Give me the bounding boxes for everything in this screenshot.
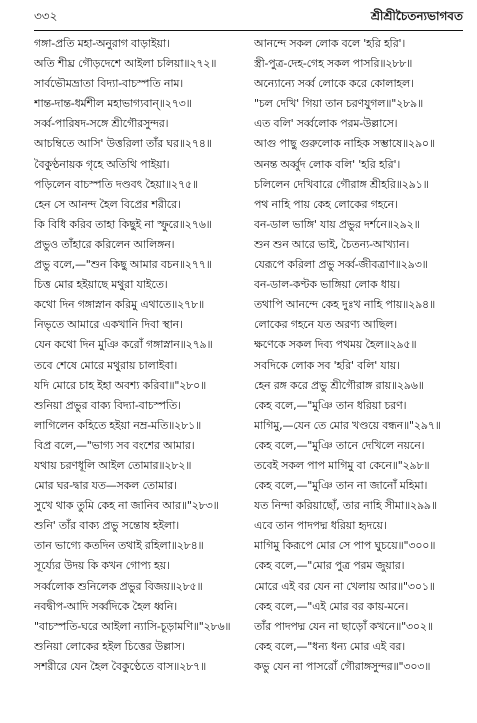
verse-line: যত নিন্দা করিয়াছোঁ, তার নাহি সীমা॥২৯৯॥ [254,499,437,513]
verse-line: বিপ্র বলে,—"ভাগ্য সব বংশের আমার। [34,438,195,452]
verse-line: অতি শীঘ্র গৌড়দেশে আইলা চলিয়া॥২৭২॥ [34,57,217,71]
verse-line: যেন কথো দিন মুঞি করোঁ গঙ্গাস্নান॥২৭৯॥ [34,338,213,352]
book-title: শ্রীশ্রীচৈতন্যভাগবত [370,9,463,23]
verse-line: "বাচস্পতি-ঘরে আইলা ন্যাসি-চূড়ামণি॥"২৮৬॥ [34,619,231,633]
verse-line: কেহ বলে,—"মুঞি তান না জানোঁ মহিমা। [254,479,428,493]
verse-line: শান্ত-দান্ত-ধর্মশীল মহাভাগ্যবান্॥২৭৩॥ [34,97,192,111]
verse-line: নিভৃতে আমারে একখানি দিবা স্থান। [34,318,183,332]
header-rule [34,30,463,31]
verse-line: কেহ বলে,—"মুঞি তান ধরিয়া চরণ। [254,398,407,412]
verse-line: পথ নাহি পায় কেহ লোকের গহনে। [254,197,398,211]
verse-line: কেহ বলে,—"মোর পুত্র পরম জুয়ার। [254,559,405,573]
verse-line: এবে তান পাদপদ্ম ধরিয়া হৃদয়ে। [254,519,387,533]
verse-line: গঙ্গা-প্রতি মহা-অনুরাগ বাড়াইয়া। [34,37,170,50]
verse-line: পড়িলেন বাচস্পতি দণ্ডবৎ হৈয়া॥২৭৫॥ [34,177,198,191]
verse-line: শুনিয়া লোকের হইল চিত্তের উল্লাস। [34,639,185,653]
verse-line: মোর ঘর-দ্বার যত—সকল তোমার। [34,479,177,493]
verse-line: আচম্বিতে আসি' উত্তরিলা তাঁর ঘর॥২৭৪॥ [34,137,212,151]
verse-line: যদি মোরে চাহ ইহা অবশ্য করিবা॥"২৮০॥ [34,378,207,392]
verse-line: অনন্ত অর্ব্বুদ লোক বলি' 'হরি হরি'। [254,157,401,171]
verse-line: লাগিলেন কহিতে হইয়া নম্র-মতি॥২৮১॥ [34,418,202,432]
verse-line: শুনিয়া প্রভুর বাক্য বিদ্যা-বাচস্পতি। [34,398,181,412]
verse-line: ক্ষণেকে সকল দিব্য পথময় হৈল॥২৯৫॥ [254,338,417,352]
verse-line: প্রভু বলে,—"শুন কিছু আমার বচন॥২৭৭॥ [34,258,212,272]
verse-line: সুখে থাক তুমি কেহ না জানিব আর॥"২৮৩॥ [34,499,219,513]
verse-line: চিত্ত মোর হইয়াছে মথুরা যাইতে। [34,278,168,292]
verse-line: "চল দেখি' গিয়া তান চরণযুগল॥"২৮৯॥ [254,97,423,111]
verse-line: শুন শুন আরে ভাই, চৈতন্য-আখ্যান। [254,237,410,251]
verse-line: চলিলেন দেখিবারে গৌরাঙ্গ শ্রীহরি॥২৯১॥ [254,177,429,191]
verse-line: কেহ বলে,—"ধন্য ধন্য মোর এই বর। [254,639,405,653]
verse-line: মাগিমু,—যেন তে মোর খণ্ডয়ে বন্ধন॥"২৯৭॥ [254,418,441,432]
verse-line: যেরূপে করিলা প্রভু সর্ব্ব-জীবত্রাণ॥২৯৩॥ [254,258,428,272]
verse-line: সবদিকে লোক সব 'হরি' বলি' যায়। [254,358,400,372]
verse-line: তবে শেষে মোরে মথুরায় চালাইবা। [34,358,178,372]
verse-line: তবেই সকল পাপ মাগিমু বা কেনে॥"২৯৮॥ [254,458,430,472]
verse-line: বন-ডাল ভাঙ্গি' যায় প্রভুর দর্শনে॥২৯২॥ [254,217,420,231]
verse-line: সশরীরে যেন হৈল বৈকুণ্ঠেতে বাস॥২৮৭॥ [34,659,207,673]
verse-line: তান ভাগ্যে কতদিন তথাই রহিলা॥২৮৪॥ [34,539,204,553]
verse-line: কি বিধি করিব তাহা কিছুই না স্ফুরে॥২৭৬॥ [34,217,212,231]
verse-line: শুনি' তাঁর বাক্য প্রভু সন্তোষ হইলা। [34,519,179,533]
page-number: ৩৩২ [34,9,58,23]
verse-line: কেহ বলে,—"এই মোর বর কায়-মনে। [254,599,409,613]
verse-line: মাগিমু কিরূপে মোর সে পাপ ঘুচয়ে॥"৩০০॥ [254,539,436,553]
verse-line: তথাপি আনন্দে কেহ দুঃখ নাহি পায়॥২৯৪॥ [254,298,436,312]
verse-line: বন-ডাল-কণ্টক ভাঙ্গিয়া লোক ধায়। [254,278,400,292]
verse-line: সর্ব্ব-পারিষদ-সঙ্গে শ্রীগৌরসুন্দর। [34,117,169,131]
verse-line: বৈকুণ্ঠনায়ক গৃহে অতিথি পাইয়া। [34,157,170,171]
verse-line: সূর্য্যের উদয় কি কখন গোপ্য হয়। [34,559,170,573]
page-header [34,8,463,28]
verse-line: লোকের গহনে যত অরণ্য আছিল। [254,318,397,332]
verse-line: কভু যেন না পাসরোঁ গৌরাঙ্গসুন্দর॥"৩০৩॥ [254,659,431,673]
verse-line: প্রভুও তাঁহারে করিলেন আলিঙ্গন। [34,237,175,251]
left-column [34,34,246,677]
verse-line: সর্ব্বলোক শুনিলেক প্রভুর বিজয়॥২৮৫॥ [34,579,203,593]
verse-line: কথো দিন গঙ্গাস্নান করিমু এথাতে॥২৭৮॥ [34,298,204,312]
verse-line: নবদ্বীপ-আদি সর্ব্বদিকে হৈল ধ্বনি। [34,599,178,613]
verse-line: হেন সে আনন্দ হৈল বিপ্রের শরীরে। [34,197,181,211]
verse-line: কেহ বলে,—"মুঞি তানে দেখিলে নয়নে। [254,438,425,452]
verse-line: অন্যোন্যে সর্ব্ব লোকে করে কোলাহল। [254,77,414,91]
verse-line: আগু পাছু গুরুলোক নাহিক সম্ভাষে॥২৯০॥ [254,137,435,151]
verse-line: আনন্দে সকল লোক বলে 'হরি হরি'। [254,37,406,50]
verse-line: এত বলি' সর্ব্বলোক পরম-উল্লাসে। [254,117,398,131]
verse-line: তাঁর পাদপদ্ম যেন না ছাড়োঁ কখনে॥"৩০২॥ [254,619,433,633]
verse-line: হেন রঙ্গ করে প্রভু শ্রীগৌরাঙ্গ রায়॥২৯৬॥ [254,378,424,392]
verse-line: মোরে এই বর যেন না খেলায় আর॥"৩০১॥ [254,579,435,593]
verse-line: সার্বভৌমভ্রাতা বিদ্যা-বাচস্পতি নাম। [34,77,184,91]
right-column [254,34,465,677]
verse-line: স্ত্রী-পুত্র-দেহ-গেহ সকল পাসরি॥২৮৮॥ [254,57,413,71]
verse-line: যথায় চরণধূলি আইল তোমার॥২৮২॥ [34,458,192,472]
